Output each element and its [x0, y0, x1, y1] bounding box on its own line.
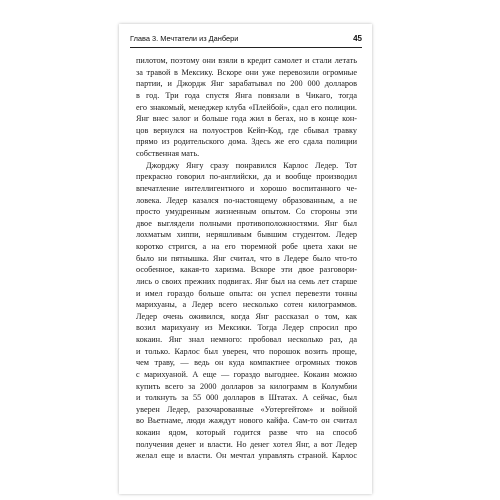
- text-line: было ни пятнышка. Янг считал, что в Ледере было что-то: [136, 253, 357, 263]
- text-line: просто умудренным жизненным опытом. Со стороны эти: [136, 207, 357, 217]
- text-line: прямо из родительского дома. Здесь же его сдала полиции: [136, 137, 357, 147]
- page-number: 45: [353, 34, 362, 43]
- text-line: партии, и Джордж Янг зарабатывал по 200 000 долларов: [136, 79, 357, 89]
- text-line: марихуаны, а Ледер всего несколько сотен килограммов.: [136, 300, 357, 310]
- text-line: двое выглядели полными противоположностями. Янг был: [136, 218, 357, 228]
- text-line: во Вьетнаме, люди жаждут нового кайфа. Сам-то он считал: [136, 416, 357, 426]
- chapter-title: Глава 3. Мечтатели из Данбери: [130, 34, 239, 43]
- text-line: и толкнуть за 55 000 долларов в Штатах. А сейчас, был: [136, 393, 357, 403]
- text-line: чем траву, — ведь он куда компактнее огромных тюков: [136, 358, 357, 368]
- text-line: в год. Три года спустя Янга повязали в Чикаго, тогда: [136, 90, 357, 100]
- text-line: Янг внес залог и больше года жил в бегах, но в конце кон-: [136, 114, 357, 124]
- text-line: Джорджу Янгу сразу понравился Карлос Ледер. Тот: [146, 160, 357, 170]
- text-line: с марихуаной. А еще — гораздо выгоднее. Кокаин можно: [136, 369, 357, 379]
- text-line: лись о своих прежних подвигах. Янг был на семь лет старше: [136, 276, 357, 286]
- text-line: кокаин ядом, который годится разве что на способ: [136, 428, 357, 437]
- text-line: его знакомый, менеджер клуба «Плейбой», сдал его полиции.: [136, 102, 357, 112]
- text-line: купить всего за 2000 долларов за килограмм в Колумбии: [136, 381, 357, 391]
- text-line: возил марихуану из Мексики. Тогда Ледер спросил про: [136, 323, 357, 333]
- text-line: лохматым хиппи, неряшливым бывшим студентом. Ледер: [136, 230, 357, 240]
- text-line: за травой в Мексику. Вскоре они уже перевозили огромные: [136, 67, 357, 77]
- text-line: и имел гораздо больше опыта: он успел перевезти тонны: [136, 288, 357, 298]
- text-line: ловека. Ледер казался по-настоящему образованным, а не: [136, 195, 357, 205]
- text-line: пилотом, поэтому они взяли в кредит самолет и стали летать: [136, 56, 357, 65]
- text-line: цов вернулся на полуостров Кейп-Код, где сбывал травку: [136, 125, 357, 135]
- text-line: получения денег и власти. Но денег хотел Янг, а вот Ледер: [136, 439, 357, 449]
- text-line: впечатление интеллигентного и хорошо воспитанного че-: [136, 183, 357, 193]
- running-header: [130, 33, 362, 48]
- book-page: [119, 24, 372, 494]
- page-body-text: [136, 55, 357, 462]
- text-line: желал еще и власти. Он мечтал управлять страной. Карлос: [136, 451, 357, 461]
- text-line: Ледер очень оживился, когда Янг рассказал о том, как: [136, 311, 357, 321]
- text-line: особенное, какая-то харизма. Вскоре эти двое разговори-: [136, 265, 357, 275]
- text-line: прекрасно говорил по-английски, да и вообще производил: [136, 172, 357, 182]
- text-line: уверен Ледер, разочарованные «Уотергейтом» и войной: [136, 404, 357, 414]
- text-line: собственная мать.: [136, 149, 200, 158]
- text-line: и только. Карлос был уверен, что порошок возить проще,: [136, 346, 357, 356]
- text-line: кокаин. Янг знал немного: пробовал несколько раз, да: [136, 335, 357, 344]
- text-line: коротко стригся, а на его тюремной робе цвета хаки не: [136, 242, 357, 251]
